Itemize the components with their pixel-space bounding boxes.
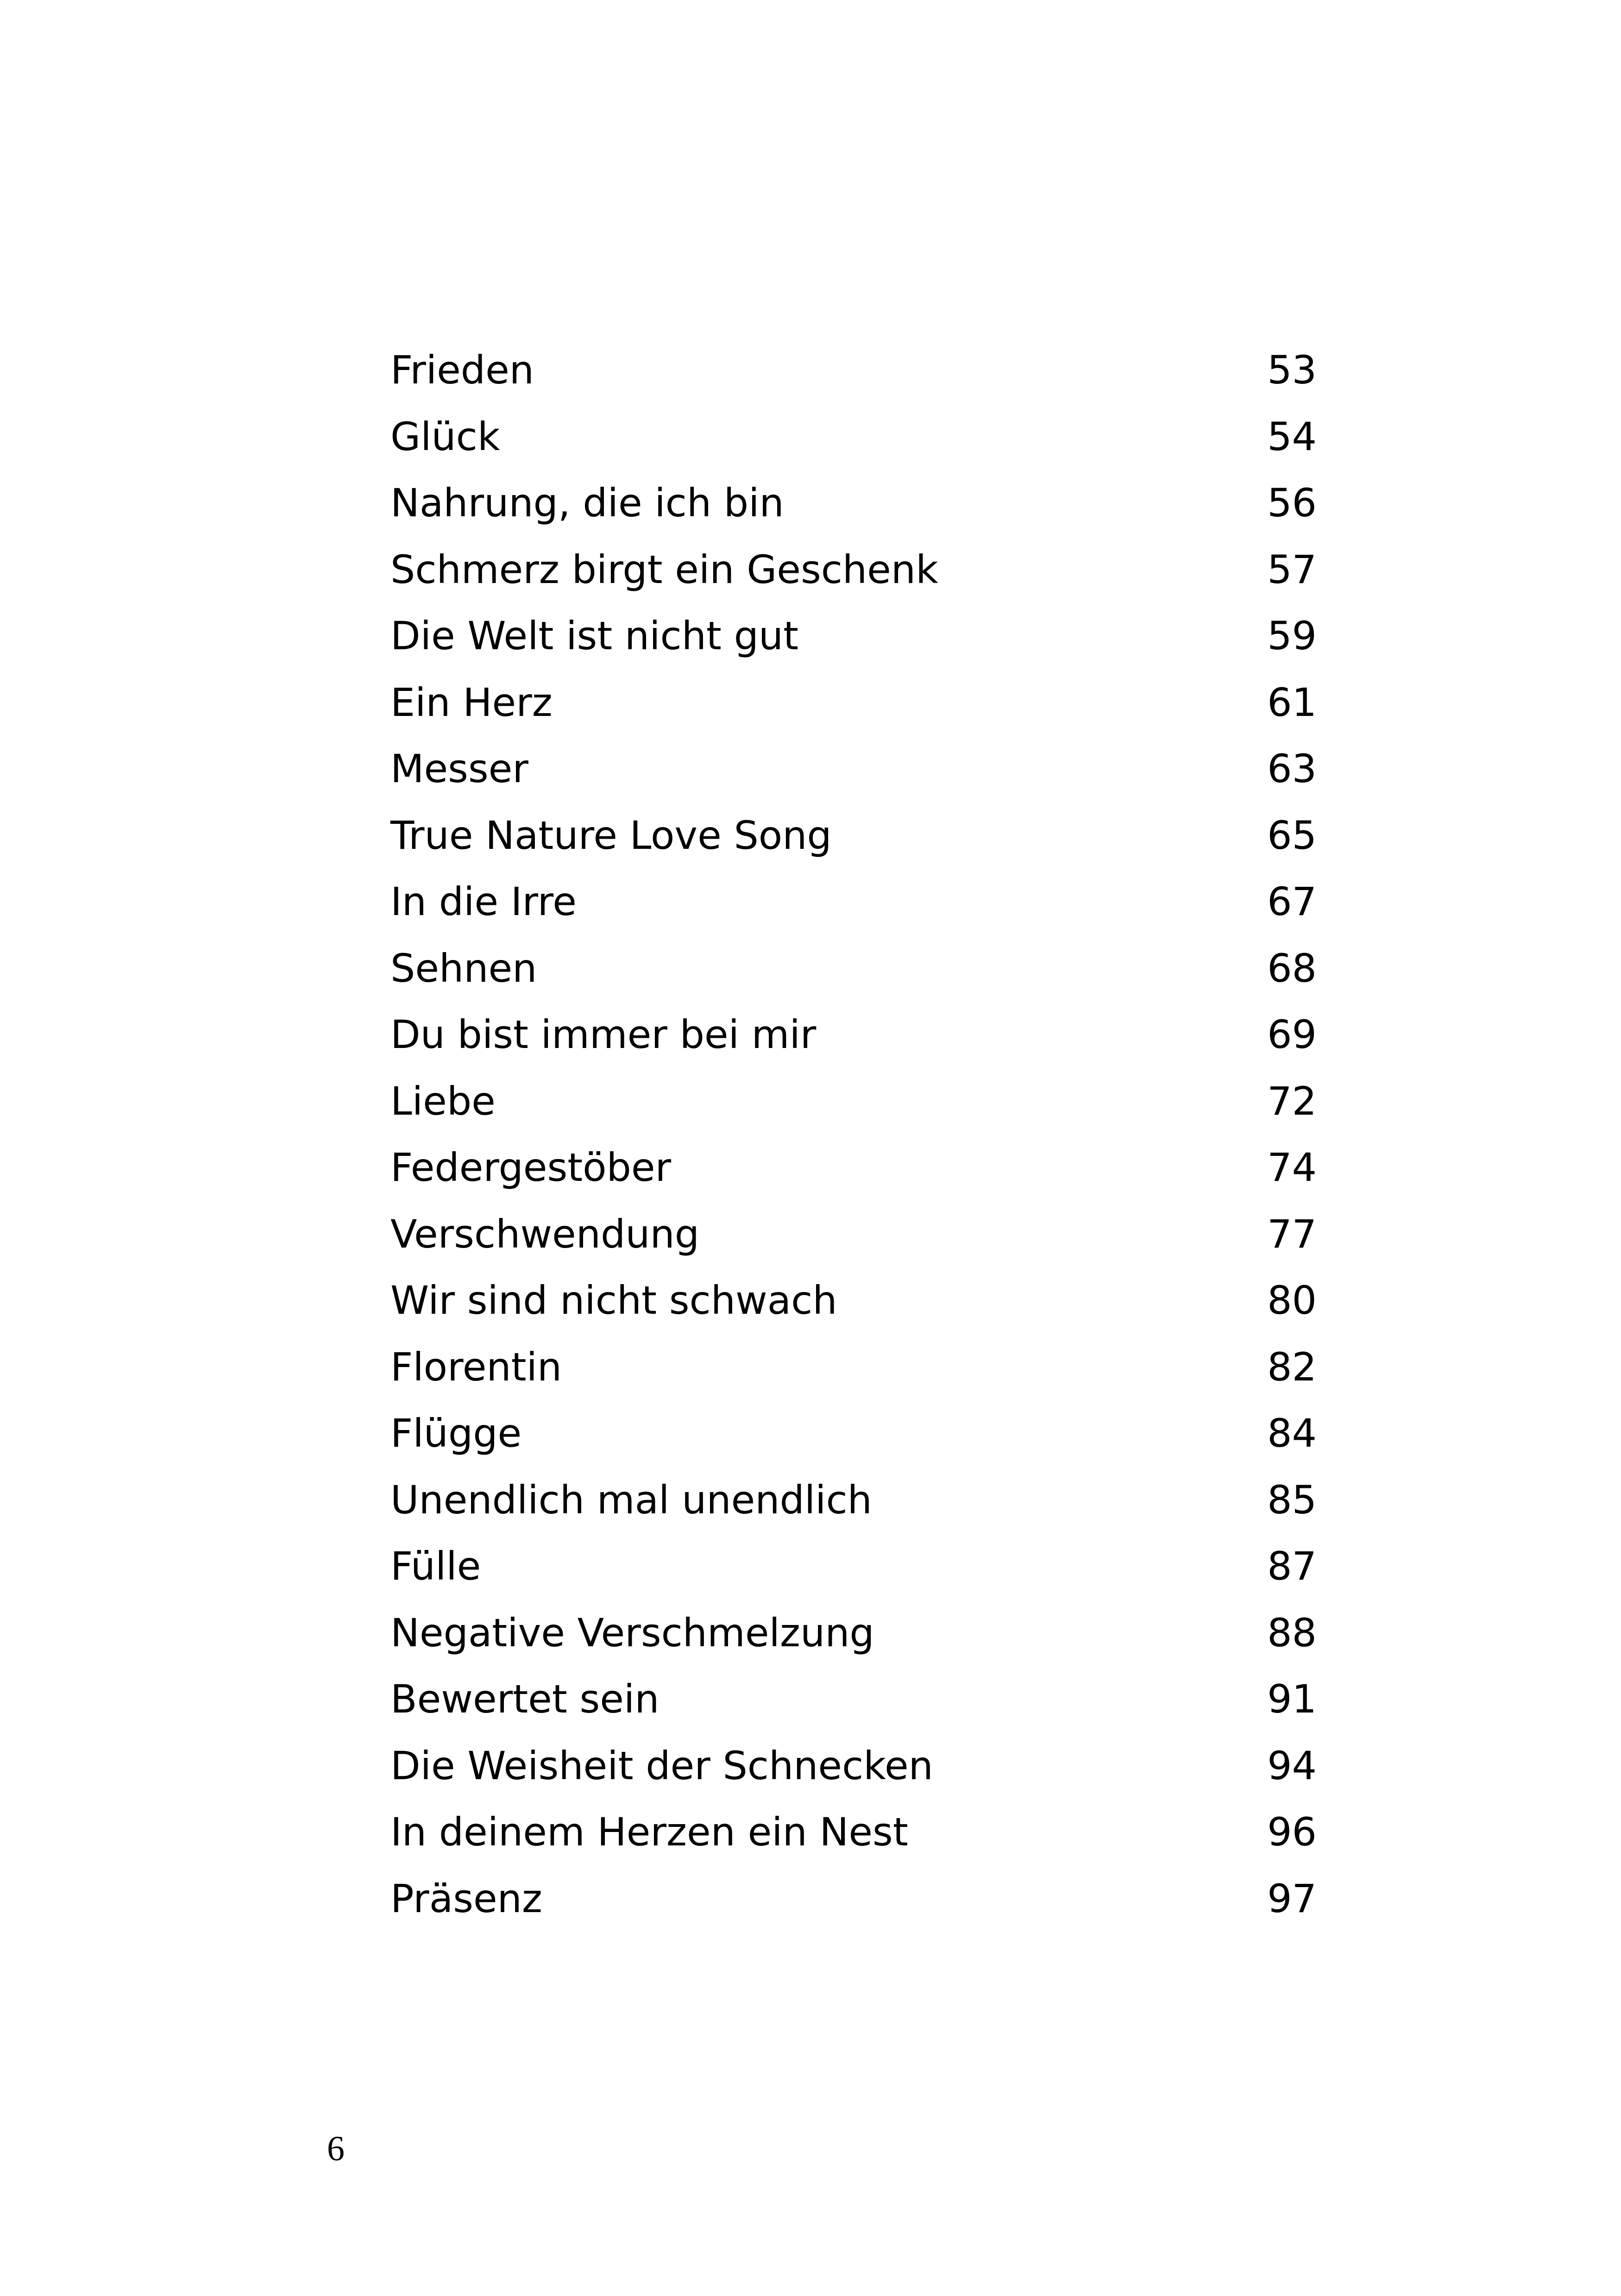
toc-entry: [390, 935, 1317, 1002]
toc-entry-page: 63: [1267, 746, 1317, 791]
toc-entry: [390, 1135, 1317, 1201]
toc-entry-title: Nahrung, die ich bin: [390, 480, 784, 526]
toc-entry-page: 77: [1267, 1211, 1317, 1257]
toc-entry: [390, 603, 1317, 670]
toc-entry: [390, 1799, 1317, 1866]
toc-entry: [390, 670, 1317, 736]
toc-entry: [390, 1002, 1317, 1068]
toc-entry-title: Wir sind nicht schwach: [390, 1278, 837, 1323]
toc-entry: [390, 537, 1317, 603]
toc-entry-page: 74: [1267, 1145, 1317, 1190]
toc-entry-title: Messer: [390, 746, 528, 791]
toc-entry-page: 96: [1267, 1809, 1317, 1855]
toc-entry: [390, 1533, 1317, 1600]
toc-entry-page: 84: [1267, 1411, 1317, 1456]
toc-entry: [390, 1068, 1317, 1135]
toc-entry-title: Glück: [390, 414, 500, 459]
toc-entry-title: True Nature Love Song: [390, 812, 832, 858]
toc-entry-title: Florentin: [390, 1344, 562, 1390]
toc-entry-title: Die Welt ist nicht gut: [390, 613, 799, 659]
toc-entry-title: Federgestöber: [390, 1145, 672, 1190]
toc-entry-page: 80: [1267, 1278, 1317, 1323]
toc-entry-page: 65: [1267, 812, 1317, 858]
toc-entry: [390, 470, 1317, 537]
toc-entry-title: Die Weisheit der Schnecken: [390, 1743, 933, 1788]
toc-entry-title: Fülle: [390, 1543, 481, 1589]
toc-entry: [390, 337, 1317, 404]
toc-entry: [390, 1201, 1317, 1268]
toc-entry-page: 53: [1267, 347, 1317, 393]
toc-entry-page: 69: [1267, 1012, 1317, 1057]
page-number: 6: [327, 2129, 345, 2168]
toc-entry: [390, 1600, 1317, 1667]
toc-entry-title: Ein Herz: [390, 679, 553, 725]
toc-entry-title: Schmerz birgt ein Geschenk: [390, 546, 938, 592]
toc-entry-title: In die Irre: [390, 879, 577, 924]
toc-entry-page: 85: [1267, 1477, 1317, 1523]
toc-entry-page: 56: [1267, 480, 1317, 526]
toc-entry-page: 91: [1267, 1676, 1317, 1722]
toc-entry-page: 97: [1267, 1876, 1317, 1921]
toc-entry-page: 54: [1267, 414, 1317, 459]
toc-entry: [390, 1400, 1317, 1467]
toc-entry-page: 87: [1267, 1543, 1317, 1589]
toc-entry: [390, 736, 1317, 803]
toc-entry-title: Flügge: [390, 1411, 522, 1456]
toc-entry: [390, 1334, 1317, 1401]
toc-entry: [390, 1267, 1317, 1334]
toc-entry-title: Frieden: [390, 347, 534, 393]
toc-entry: [390, 1733, 1317, 1800]
toc-entry-page: 61: [1267, 679, 1317, 725]
toc-entry-page: 82: [1267, 1344, 1317, 1390]
toc-entry-title: Präsenz: [390, 1876, 542, 1921]
toc-entry-page: 88: [1267, 1610, 1317, 1656]
toc-entry-title: Bewertet sein: [390, 1676, 660, 1722]
toc-entry-page: 72: [1267, 1078, 1317, 1124]
toc-entry-title: In deinem Herzen ein Nest: [390, 1809, 908, 1855]
toc-entry-title: Verschwendung: [390, 1211, 700, 1257]
toc-entry-title: Negative Verschmelzung: [390, 1610, 874, 1656]
toc-entry: [390, 1866, 1317, 1932]
toc-entry: [390, 1666, 1317, 1733]
toc-entry-title: Du bist immer bei mir: [390, 1012, 817, 1057]
toc-entry: [390, 803, 1317, 869]
toc-entry-page: 68: [1267, 945, 1317, 991]
toc-entry-title: Liebe: [390, 1078, 496, 1124]
toc-entry: [390, 869, 1317, 935]
table-of-contents: [390, 337, 1317, 1932]
toc-entry-page: 59: [1267, 613, 1317, 659]
toc-entry-page: 57: [1267, 546, 1317, 592]
toc-entry: [390, 1467, 1317, 1534]
toc-entry-title: Sehnen: [390, 945, 537, 991]
toc-entry: [390, 404, 1317, 470]
toc-entry-title: Unendlich mal unendlich: [390, 1477, 872, 1523]
toc-entry-page: 67: [1267, 879, 1317, 924]
toc-entry-page: 94: [1267, 1743, 1317, 1788]
